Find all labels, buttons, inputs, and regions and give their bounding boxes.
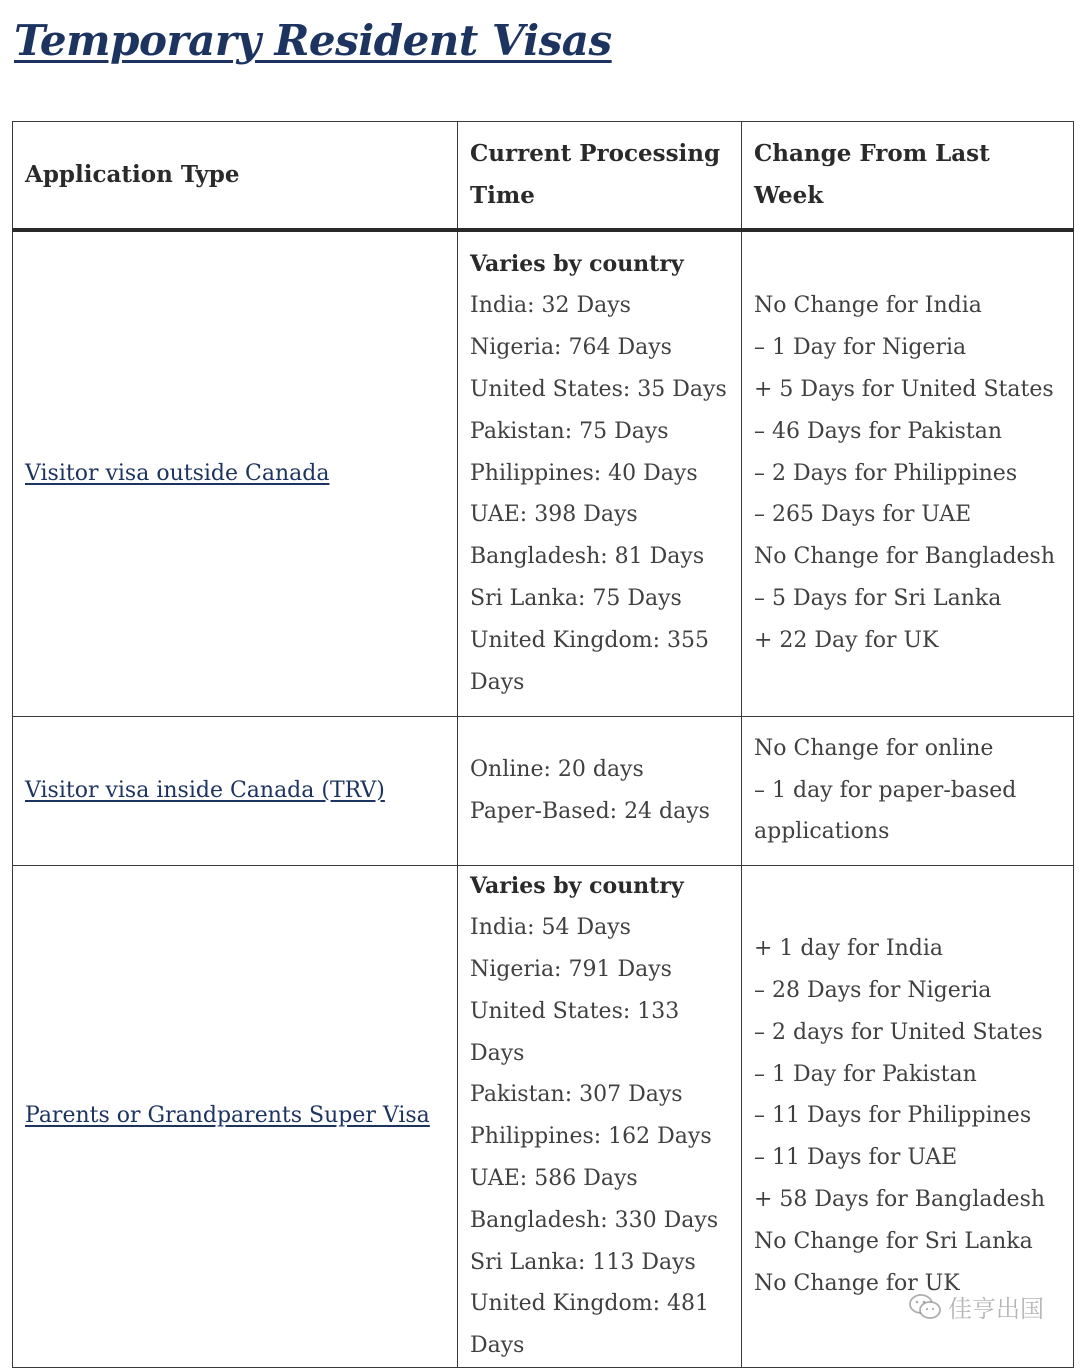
processing-times-table	[12, 121, 1074, 1368]
change-line: – 28 Days for Nigeria	[754, 977, 992, 1003]
processing-line: United States: 133 Days	[470, 998, 680, 1066]
change-line: – 46 Days for Pakistan	[754, 418, 1003, 444]
processing-line: UAE: 586 Days	[470, 1166, 638, 1192]
processing-line: Sri Lanka: 113 Days	[470, 1249, 696, 1275]
change-line: – 1 day for paper-based applications	[754, 777, 1017, 845]
cell-application-type	[13, 716, 458, 865]
change-line: – 5 Days for Sri Lanka	[754, 585, 1002, 611]
change-line: + 58 Days for Bangladesh	[754, 1186, 1046, 1212]
super-visa-link[interactable]: Parents or Grandparents Super Visa	[25, 1103, 430, 1129]
wechat-icon	[908, 1293, 942, 1321]
change-line: No Change for Sri Lanka	[754, 1228, 1033, 1254]
change-line: – 2 days for United States	[754, 1019, 1043, 1045]
change-line: + 22 Day for UK	[754, 627, 939, 653]
processing-line: Sri Lanka: 75 Days	[470, 585, 682, 611]
change-line: No Change for Bangladesh	[754, 544, 1056, 570]
change-line: – 11 Days for UAE	[754, 1145, 958, 1171]
processing-line: Philippines: 40 Days	[470, 460, 698, 486]
processing-line: Varies by country	[470, 250, 684, 277]
change-line: + 5 Days for United States	[754, 377, 1054, 402]
cell-processing-time	[458, 865, 742, 1368]
cell-application-type	[13, 230, 458, 717]
change-line: No Change for UK	[754, 1270, 960, 1296]
processing-line: Paper-Based: 24 days	[470, 798, 710, 824]
header-change: Change From Last Week	[742, 122, 1074, 230]
page-title[interactable]: Temporary Resident Visas	[14, 16, 612, 65]
processing-line: Nigeria: 764 Days	[470, 335, 672, 361]
table-header-row	[13, 122, 1074, 230]
processing-line: Philippines: 162 Days	[470, 1124, 712, 1150]
processing-line: Pakistan: 307 Days	[470, 1082, 683, 1108]
table-row	[13, 230, 1074, 717]
processing-line: India: 54 Days	[470, 915, 631, 941]
change-line: No Change for India	[754, 293, 982, 319]
visitor-visa-inside-canada-link[interactable]: Visitor visa inside Canada (TRV)	[25, 777, 385, 803]
processing-line: Pakistan: 75 Days	[470, 418, 669, 444]
cell-change	[742, 716, 1074, 865]
cell-application-type	[13, 865, 458, 1368]
change-line: – 2 Days for Philippines	[754, 460, 1018, 486]
change-line: – 265 Days for UAE	[754, 502, 972, 528]
cell-change	[742, 230, 1074, 717]
processing-line: India: 32 Days	[470, 293, 631, 319]
processing-line: United States: 35 Days	[470, 377, 727, 402]
processing-line: United Kingdom: 481 Days	[470, 1291, 709, 1359]
change-line: No Change for online	[754, 735, 994, 761]
processing-line: Nigeria: 791 Days	[470, 957, 672, 983]
cell-processing-time	[458, 230, 742, 717]
processing-line: Bangladesh: 81 Days	[470, 544, 705, 570]
watermark-text: 佳亨出国	[948, 1295, 1044, 1323]
change-line: – 1 Day for Nigeria	[754, 335, 967, 361]
header-processing-time: Current Processing Time	[458, 122, 742, 230]
processing-line: United Kingdom: 355 Days	[470, 627, 709, 695]
watermark	[908, 1289, 1044, 1324]
change-line: – 1 Day for Pakistan	[754, 1061, 977, 1087]
processing-line: Online: 20 days	[470, 756, 644, 782]
header-application-type: Application Type	[13, 122, 458, 230]
processing-line: Bangladesh: 330 Days	[470, 1207, 719, 1233]
change-line: – 11 Days for Philippines	[754, 1103, 1032, 1129]
processing-line: Varies by country	[470, 872, 684, 899]
visitor-visa-outside-canada-link[interactable]: Visitor visa outside Canada	[25, 460, 330, 486]
table-row	[13, 716, 1074, 865]
processing-line: UAE: 398 Days	[470, 502, 638, 528]
cell-processing-time	[458, 716, 742, 865]
change-line: + 1 day for India	[754, 936, 944, 962]
